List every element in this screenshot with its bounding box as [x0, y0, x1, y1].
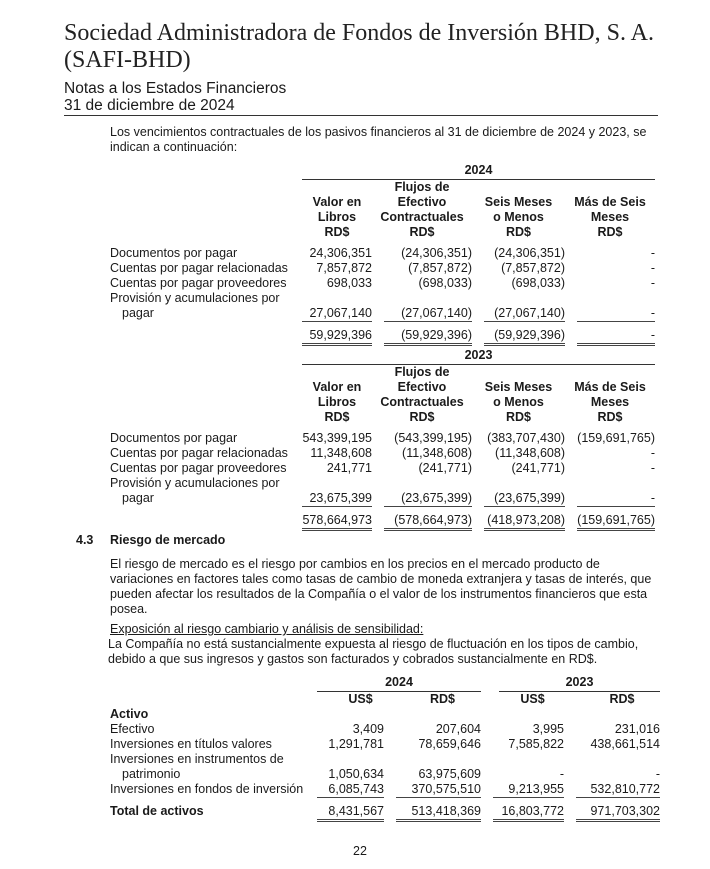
column-header: Meses — [590, 395, 630, 409]
column-header: Libros — [317, 395, 357, 409]
value: (59,929,396) — [484, 328, 565, 346]
fx-subheading: Exposición al riesgo cambiario y análisis de sensibilidad: — [110, 622, 424, 636]
value-cell — [484, 491, 565, 507]
value-cell — [384, 328, 472, 346]
value: 8,431,567 — [317, 804, 384, 822]
group-label: Activo — [110, 707, 149, 721]
row-label: Inversiones en fondos de inversión — [110, 782, 304, 796]
value: 370,575,510 — [396, 782, 481, 798]
value-cell — [577, 446, 655, 461]
spacer — [110, 675, 317, 692]
column-header — [302, 365, 372, 380]
column-header: Meses — [590, 210, 630, 224]
value: 23,675,399 — [302, 491, 372, 507]
column-header-row — [110, 395, 655, 410]
value: 532,810,772 — [576, 782, 660, 798]
row-label: Inversiones en títulos valores — [110, 737, 272, 751]
value-cell — [576, 737, 660, 752]
column-header: o Menos — [493, 210, 544, 224]
value: 3,995 — [532, 722, 564, 736]
value: - — [650, 461, 655, 475]
title-line: Sociedad Administradora de Fondos de Inversión BHD, S. A. — [64, 20, 654, 46]
row-label: pagar — [122, 491, 154, 505]
value: (24,306,351) — [401, 246, 472, 260]
value: (159,691,765) — [577, 513, 655, 531]
value: (578,664,973) — [384, 513, 472, 531]
value: 6,085,743 — [317, 782, 384, 798]
column-header — [565, 180, 655, 195]
value-cell — [493, 782, 564, 798]
value: - — [577, 306, 655, 322]
value-cell — [396, 767, 481, 782]
column-header: RD$ — [597, 410, 623, 424]
value: (383,707,430) — [487, 431, 565, 445]
year-label: 2024 — [317, 675, 481, 692]
year-header-row — [110, 163, 655, 180]
value: (27,067,140) — [484, 306, 565, 322]
spacer — [110, 180, 302, 195]
row-label: Cuentas por pagar proveedores — [110, 276, 287, 290]
value-cell — [384, 431, 472, 446]
value: - — [650, 276, 655, 290]
column-header: RD$ — [409, 410, 435, 424]
spacer — [110, 395, 302, 410]
value-cell — [317, 737, 384, 752]
value-cell — [302, 246, 372, 261]
column-header — [472, 180, 565, 195]
table-row — [110, 431, 655, 446]
row-label: Provisión y acumulaciones por — [110, 476, 280, 490]
currency-header: RD$ — [609, 692, 635, 706]
value: 24,306,351 — [309, 246, 372, 260]
value: (11,348,608) — [495, 446, 565, 460]
value-cell — [576, 722, 660, 737]
column-header — [302, 180, 372, 195]
value: 698,033 — [326, 276, 372, 290]
value-cell — [493, 722, 564, 737]
year-label: 2023 — [302, 348, 655, 365]
document-subtitle — [64, 80, 286, 114]
column-header: Contractuales — [380, 210, 464, 224]
column-header: Efectivo — [397, 195, 447, 209]
row-label: Inversiones en instrumentos de — [110, 752, 284, 766]
column-header: RD$ — [324, 410, 350, 424]
value-cell — [302, 491, 372, 507]
value: 3,409 — [352, 722, 384, 736]
table-row — [110, 476, 655, 491]
value-cell — [317, 804, 384, 822]
value-cell — [384, 446, 472, 461]
value: - — [650, 446, 655, 460]
year-label: 2023 — [499, 675, 660, 692]
spacer — [110, 195, 302, 210]
value-cell — [576, 804, 660, 822]
value-cell — [577, 261, 655, 276]
value: (23,675,399) — [484, 491, 565, 507]
value-cell — [396, 804, 481, 822]
currency-header: US$ — [520, 692, 545, 706]
value: (418,973,208) — [484, 513, 565, 531]
total-row — [110, 804, 660, 822]
table-row — [110, 767, 660, 782]
currency-header-row — [110, 692, 660, 707]
column-header-row — [110, 180, 655, 195]
value: 27,067,140 — [302, 306, 372, 322]
value: (698,033) — [511, 276, 565, 290]
spacer — [110, 410, 302, 425]
spacer — [110, 380, 302, 395]
value: - — [655, 767, 660, 781]
value-cell — [576, 767, 660, 782]
value: (241,771) — [418, 461, 472, 475]
table-row — [110, 446, 655, 461]
value: 231,016 — [614, 722, 660, 736]
table-row — [110, 291, 655, 306]
value-cell — [384, 491, 472, 507]
table-row — [110, 306, 655, 322]
value-cell — [317, 722, 384, 737]
row-label: Documentos por pagar — [110, 431, 238, 445]
table-row — [110, 752, 660, 767]
row-label: Cuentas por pagar relacionadas — [110, 446, 288, 460]
value-cell — [577, 328, 655, 346]
value: (11,348,608) — [402, 446, 472, 460]
value-cell — [302, 328, 372, 346]
value: (23,675,399) — [384, 491, 472, 507]
value: (241,771) — [511, 461, 565, 475]
value-cell — [384, 246, 472, 261]
value-cell — [302, 261, 372, 276]
value: 1,050,634 — [328, 767, 384, 781]
value-cell — [484, 446, 565, 461]
fx-paragraph: La Compañía no está sustancialmente expuesta al riesgo de fluctuación en los tipos de cambio, debido a que sus ingresos y gastos son facturados y cobrados sustancialmente en RD$. — [108, 637, 639, 666]
column-header-row — [110, 210, 655, 225]
table-row — [110, 461, 655, 476]
value: - — [650, 246, 655, 260]
column-header-row — [110, 380, 655, 395]
column-header: RD$ — [505, 410, 531, 424]
value-cell — [302, 431, 372, 446]
value-cell — [317, 767, 384, 782]
value: 543,399,195 — [302, 431, 372, 445]
total-label: Total de activos — [110, 804, 204, 818]
spacer — [110, 513, 302, 531]
subtitle-line: 31 de diciembre de 2024 — [64, 97, 235, 114]
value-cell — [493, 737, 564, 752]
total-row — [110, 328, 655, 346]
document-title — [64, 20, 654, 74]
year-label: 2024 — [302, 163, 655, 180]
value: (698,033) — [418, 276, 472, 290]
section-number: 4.3 — [76, 533, 94, 547]
column-header: Libros — [317, 210, 357, 224]
value-cell — [484, 306, 565, 322]
column-header — [565, 365, 655, 380]
value-cell — [384, 461, 472, 476]
value-cell — [396, 782, 481, 798]
column-header: Valor en — [312, 195, 362, 209]
subtitle-line: Notas a los Estados Financieros — [64, 80, 287, 97]
column-header: Seis Meses — [484, 380, 553, 394]
value-cell — [577, 513, 655, 531]
column-header: Más de Seis — [574, 380, 646, 394]
table-row — [110, 246, 655, 261]
value-cell — [384, 261, 472, 276]
total-row — [110, 513, 655, 531]
value-cell — [302, 276, 372, 291]
value: - — [650, 261, 655, 275]
value: 63,975,609 — [418, 767, 481, 781]
column-header: Efectivo — [397, 380, 447, 394]
currency-header: US$ — [348, 692, 373, 706]
column-header: Valor en — [312, 380, 362, 394]
value-cell — [317, 782, 384, 798]
value-cell — [577, 276, 655, 291]
value: 78,659,646 — [418, 737, 481, 751]
spacer — [110, 365, 302, 380]
column-header: Contractuales — [380, 395, 464, 409]
row-label: patrimonio — [122, 767, 181, 781]
intro-paragraph: Los vencimientos contractuales de los pasivos financieros al 31 de diciembre de 2024 y 2023, se indican a continuación: — [110, 125, 647, 154]
column-header: Seis Meses — [484, 195, 553, 209]
value-cell — [577, 461, 655, 476]
value-cell — [493, 767, 564, 782]
value-cell — [484, 261, 565, 276]
market-risk-paragraph: El riesgo de mercado es el riesgo por cambios en los precios en el mercado producto de variaciones en factores tales como tasas de cambio de moneda extranjera y tasas de interés, que pueden afectar los resultados de la Compañía o el valor de los instrumentos financieros que esta posea. — [110, 557, 652, 616]
column-header: RD$ — [409, 225, 435, 239]
row-label: Cuentas por pagar proveedores — [110, 461, 287, 475]
value: 1,291,781 — [328, 737, 384, 751]
value: (59,929,396) — [384, 328, 472, 346]
value-cell — [302, 513, 372, 531]
row-label: Cuentas por pagar relacionadas — [110, 261, 288, 275]
value-cell — [396, 737, 481, 752]
spacer — [110, 328, 302, 346]
column-header: RD$ — [505, 225, 531, 239]
value-cell — [577, 246, 655, 261]
column-header — [472, 365, 565, 380]
value-cell — [302, 446, 372, 461]
value: 578,664,973 — [302, 513, 372, 531]
liquidity-table-2023 — [110, 348, 655, 531]
table-row — [110, 782, 660, 798]
value-cell — [577, 306, 655, 322]
value: 971,703,302 — [576, 804, 660, 822]
value-cell — [384, 306, 472, 322]
value-cell — [484, 513, 565, 531]
row-label: pagar — [122, 306, 154, 320]
value-cell — [302, 306, 372, 322]
value: 9,213,955 — [493, 782, 564, 798]
value: (7,857,872) — [501, 261, 565, 275]
value: 7,857,872 — [316, 261, 372, 275]
column-header: o Menos — [493, 395, 544, 409]
column-header-row — [110, 410, 655, 425]
page-number: 22 — [353, 844, 367, 858]
value-cell — [577, 491, 655, 507]
table-row — [110, 276, 655, 291]
value: (24,306,351) — [494, 246, 565, 260]
spacer — [110, 348, 302, 365]
value: 207,604 — [435, 722, 481, 736]
value: 513,418,369 — [396, 804, 481, 822]
column-header: Flujos de — [394, 180, 450, 194]
value: 241,771 — [326, 461, 372, 475]
fx-exposure-table — [110, 675, 660, 822]
row-label: Documentos por pagar — [110, 246, 238, 260]
value-cell — [396, 722, 481, 737]
value-cell — [484, 276, 565, 291]
title-line: (SAFI-BHD) — [64, 47, 191, 73]
table-row — [110, 722, 660, 737]
currency-header: RD$ — [429, 692, 455, 706]
row-label: Efectivo — [110, 722, 155, 736]
value: (543,399,195) — [394, 431, 472, 445]
value: - — [559, 767, 564, 781]
value-cell — [493, 804, 564, 822]
row-label: Provisión y acumulaciones por — [110, 291, 280, 305]
liquidity-table-2024 — [110, 163, 655, 346]
value: (159,691,765) — [577, 431, 655, 445]
value: 438,661,514 — [590, 737, 660, 751]
value: - — [577, 328, 655, 346]
spacer — [110, 692, 317, 707]
value-cell — [484, 328, 565, 346]
spacer — [110, 163, 302, 180]
header-divider — [64, 115, 658, 116]
value-cell — [576, 782, 660, 798]
value-cell — [302, 461, 372, 476]
column-header-row — [110, 195, 655, 210]
column-header: RD$ — [597, 225, 623, 239]
column-header-row — [110, 225, 655, 240]
table-row — [110, 261, 655, 276]
value-cell — [484, 431, 565, 446]
value: (7,857,872) — [408, 261, 472, 275]
spacer — [110, 225, 302, 240]
value-cell — [577, 431, 655, 446]
table-row — [110, 737, 660, 752]
column-header: RD$ — [324, 225, 350, 239]
year-header-row — [110, 675, 660, 692]
value: 11,348,608 — [310, 446, 372, 460]
value: 59,929,396 — [302, 328, 372, 346]
column-header: Más de Seis — [574, 195, 646, 209]
column-header-row — [110, 365, 655, 380]
value: 16,803,772 — [493, 804, 564, 822]
year-header-row — [110, 348, 655, 365]
value-cell — [484, 461, 565, 476]
section-title: Riesgo de mercado — [110, 533, 226, 547]
value-cell — [384, 276, 472, 291]
value-cell — [484, 246, 565, 261]
spacer — [110, 210, 302, 225]
value: - — [577, 491, 655, 507]
table-row — [110, 491, 655, 507]
column-header: Flujos de — [394, 365, 450, 379]
value: 7,585,822 — [508, 737, 564, 751]
value-cell — [384, 513, 472, 531]
value: (27,067,140) — [384, 306, 472, 322]
